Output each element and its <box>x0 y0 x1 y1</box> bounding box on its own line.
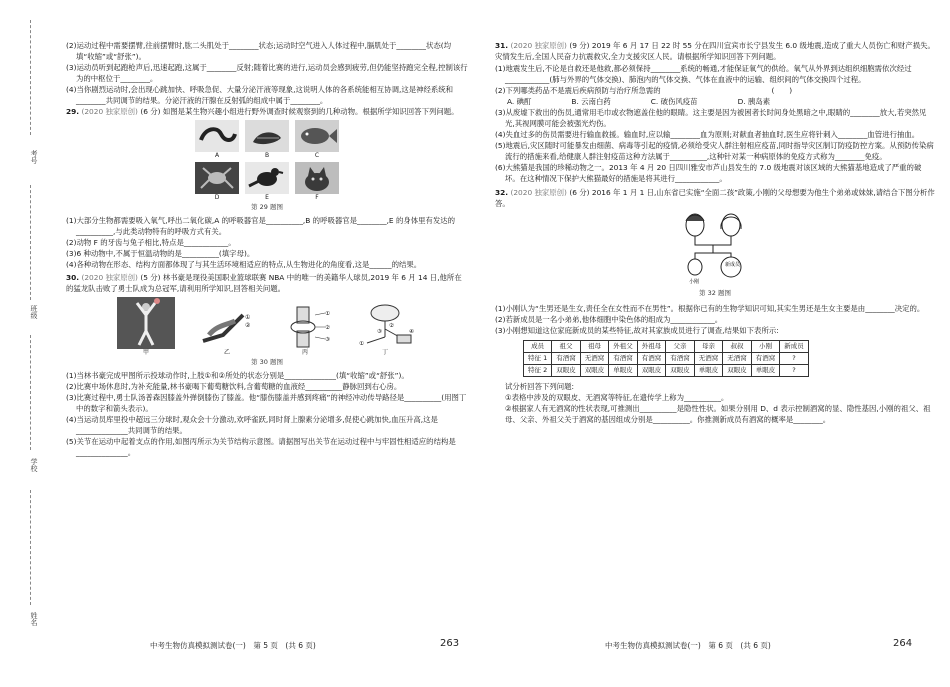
q32-stem <box>495 187 935 209</box>
q29-score: (6 分) <box>140 107 161 116</box>
svg-text:②: ② <box>325 325 330 331</box>
table-cell: 双眼皮 <box>637 365 666 377</box>
q29-sub-2: (2)动物 F 的牙齿与兔子相比,特点是____________。 <box>66 238 236 247</box>
table-cell: 无酒窝 <box>694 353 723 365</box>
xiaogang-label: 小刚 <box>689 279 700 285</box>
q32-sub-2: (2)若新成员是一名小弟弟,他体细胞中染色体的组成为____________。 <box>495 315 723 324</box>
family-tree-diagram <box>665 211 765 287</box>
q32-figure <box>495 211 935 301</box>
q31-sub-2: (2)下列哪类药品不是震后疾病预防与治疗所急需的 ( ) <box>495 86 793 95</box>
svg-text:④: ④ <box>409 329 414 335</box>
exam-number-label: 考号 <box>30 150 38 164</box>
svg-text:①: ① <box>325 311 330 317</box>
q32-text: 2016 年 1 月 1 日,山东省已实施“全面二孩”政策,小刚的父母想要为他生个弟弟或妹妹,请结合下图分析作答。 <box>495 188 935 208</box>
svg-text:②: ② <box>389 323 394 329</box>
table-row <box>524 353 809 365</box>
animal-e-image: E <box>245 162 289 201</box>
table-cell: 特征 2 <box>524 365 552 377</box>
q30-text: 林书豪是现役美国职业篮球联赛 NBA 中的唯一的美籍华人球员,2019 年 6 月 14 日,他所在的猛龙队击败了勇士队成为总冠军,请利用所学知识,回答相关问题。 <box>66 273 462 293</box>
table-cell: 无酒窝 <box>723 353 752 365</box>
q32-caption: 第 32 题图 <box>699 289 731 297</box>
joint-structure-diagram <box>279 305 331 356</box>
q30-caption: 第 30 题图 <box>251 358 283 366</box>
table-cell: 有酒窝 <box>552 353 581 365</box>
fig-label-yi: 乙 <box>223 349 230 356</box>
svg-text:③: ③ <box>377 329 382 335</box>
new-member-label: 新成员 <box>725 262 741 268</box>
table-header-cell: 母亲 <box>694 341 723 353</box>
dashed-line <box>30 490 31 605</box>
animal-f-image: F <box>295 162 339 201</box>
dashed-line <box>30 185 31 300</box>
q31-sub-6: (6)大熊猫是我国的珍稀动物之一。2013 年 4 月 20 日四川雅安市芦山县发生的 7.0 级地震对该区域的大熊猫基地造成了严重的破坏。在这种情况下保护大熊猫最好的措施是将其进行____________。 <box>495 163 922 183</box>
q31-source: (2020 独家原创) <box>510 41 567 50</box>
option-c: C. 破伤风疫苗 <box>650 97 698 106</box>
table-cell: 单眼皮 <box>609 365 638 377</box>
q32-sub-3: (3)小刚想知道这位家庭新成员的某些特征,故对其家族成员进行了调查,结果如下表所示: <box>495 326 779 335</box>
table-header-cell: 成员 <box>524 341 552 353</box>
animal-b-image: B <box>245 120 289 159</box>
analysis-title: 试分析回答下列问题: <box>505 382 575 391</box>
table-cell: 双眼皮 <box>666 365 695 377</box>
table-cell: 有酒窝 <box>751 353 780 365</box>
table-cell: 特征 1 <box>524 353 552 365</box>
table-cell: 有酒窝 <box>609 353 638 365</box>
q29-sub-3: (3)6 种动物中,不属于恒温动物的是__________(填字母)。 <box>66 249 255 258</box>
page-number: 264 <box>893 638 913 649</box>
analysis-item-1: ①表格中涉及的双眼皮、无酒窝等特征,在遗传学上称为__________。 <box>505 393 729 402</box>
q32-number: 32. <box>495 188 509 197</box>
q29-sub-4: (4)各种动物在形态、结构方面都体现了与其生活环境相适应的特点,从生物进化的角度看,这是______的结果。 <box>66 260 422 269</box>
q31-sub-1: (1)地震发生后,不论是自救还是他救,都必须保持________系统的畅通,才能保证氧气的供给。氧气从外界到达组织细胞需依次经过____________(肺与外界的气体交换)、肺泡内的气体交换、气体在血液中的运输、组织间的气体交换四个过程。 <box>495 64 912 84</box>
q31-sub-3: (3)从废墟下救出的伤员,通常用毛巾或衣物遮盖住他的眼睛。这主要是因为被困者长时间身处黑暗之中,眼睛的________放大,若突然见光,其视网膜可能会被强光灼伤。 <box>495 108 927 128</box>
q32-score: (6 分) <box>569 188 590 197</box>
reflex-pathway-diagram <box>353 303 417 356</box>
table-cell: 单眼皮 <box>694 365 723 377</box>
table-cell: 单眼皮 <box>751 365 780 377</box>
svg-text:①: ① <box>245 314 251 321</box>
q31-options <box>495 96 935 107</box>
q32-source: (2020 独家原创) <box>510 188 567 197</box>
table-header-cell: 父亲 <box>666 341 695 353</box>
q28-sub-3: (3)运动员听到起跑枪声后,迅速起跑,这属于________反射;随着比赛的进行,运动员会感到疲劳,但仍能坚持跑完全程,控制该行为的中枢位于________。 <box>66 63 468 83</box>
option-a: A. 碘酊 <box>507 97 532 106</box>
q31-number: 31. <box>495 41 509 50</box>
right-column <box>495 40 935 425</box>
table-header-cell: 外祖父 <box>609 341 638 353</box>
table-cell: 有酒窝 <box>637 353 666 365</box>
q30-sub-1: (1)当林书豪完成甲图所示投球动作时,上肢①和②所处的状态分别是______________(填“收缩”或“舒张”)。 <box>66 371 409 380</box>
page-footer: 中考生物仿真模拟测试卷(一) 第 5 页 (共 6 页) <box>150 641 316 650</box>
table-cell: 有酒窝 <box>666 353 695 365</box>
table-cell: 双眼皮 <box>580 365 609 377</box>
q30-score: (5 分) <box>140 273 161 282</box>
q29-figure <box>66 120 468 213</box>
option-b: B. 云南白药 <box>571 97 611 106</box>
q31-stem <box>495 40 935 62</box>
basketball-player-photo <box>117 297 175 356</box>
binding-margin <box>0 0 60 687</box>
table-header-cell: 祖母 <box>580 341 609 353</box>
name-label: 姓名 <box>30 612 38 626</box>
q30-source: (2020 独家原创) <box>81 273 138 282</box>
fig-label-ding: 丁 <box>381 349 388 356</box>
page-number: 263 <box>440 638 460 649</box>
q30-sub-5: (5)关节在运动中起着支点的作用,如图丙所示为关节结构示意图。请据图写出关节在运动过程中与牢固性相适应的结构是______________。 <box>66 437 456 457</box>
q29-source: (2020 独家原创) <box>81 107 138 116</box>
q32-sub-1: (1)小刚认为“生男还是生女,责任全在女性而不在男性”。根据你已有的生物学知识可知,其实生男还是生女主要是由________决定的。 <box>495 304 925 313</box>
right-page <box>475 0 950 687</box>
animal-c-image: C <box>295 120 339 159</box>
q31-score: (9 分) <box>569 41 590 50</box>
table-header-cell: 祖父 <box>552 341 581 353</box>
table-row <box>524 365 809 377</box>
q30-figure <box>66 297 468 368</box>
class-label: 班级 <box>30 305 38 319</box>
q28-sub-2: (2)运动过程中需要摆臂,往前摆臂时,肱二头肌处于________状态;运动时空气进入人体过程中,膈肌处于________状态(均填“收缩”或“舒张”)。 <box>66 41 452 61</box>
school-label: 学校 <box>30 458 38 472</box>
table-header-row <box>524 341 809 353</box>
q28-sub-4: (4)当你剧烈运动时,会出现心跳加快、呼吸急促、大量分泌汗液等现象,这说明人体的各系统能相互协调,这是神经系统和________共同调节的结果。分泌汗液的汗腺在反射弧的组成中属于________。 <box>66 85 454 105</box>
table-header-cell: 新成员 <box>780 341 809 353</box>
page-footer: 中考生物仿真模拟测试卷(一) 第 6 页 (共 6 页) <box>605 641 771 650</box>
q29-text: 如图是某生物兴趣小组进行野外调查时候观察到的几种动物。根据所学知识回答下列问题。 <box>162 107 459 116</box>
svg-text:①: ① <box>359 341 364 347</box>
q29-number: 29. <box>66 107 80 116</box>
table-header-cell: 叔叔 <box>723 341 752 353</box>
svg-text:②: ② <box>245 322 251 329</box>
table-cell: 双眼皮 <box>723 365 752 377</box>
svg-text:③: ③ <box>325 337 330 343</box>
analysis-item-2: ②根据家人有无酒窝的性状表现,可推测出__________是隐性性状。如果分别用 D、d 表示控制酒窝的显、隐性基因,小刚的祖父、祖母、父亲、外祖父关于酒窝的基因组成分别是__________。你推测新成员有酒窝的概率是________。 <box>505 404 931 424</box>
left-column <box>66 40 468 458</box>
option-d: D. 胰岛素 <box>737 97 771 106</box>
table-header-cell: 小刚 <box>751 341 780 353</box>
table-header-cell: 外祖母 <box>637 341 666 353</box>
q30-sub-3: (3)比赛过程中,勇士队汤普森因膝盖外弹倒膝伤了膝盖。他“膝伤膝盖并感到疼痛”的神经冲动传导路径是__________(用图丁中的数字和箭头表示)。 <box>66 393 467 413</box>
table-cell: ? <box>780 353 809 365</box>
fig-label-jia: 甲 <box>142 349 149 356</box>
table-cell: ? <box>780 365 809 377</box>
dashed-line <box>30 20 31 135</box>
q31-sub-5: (5)地震后,灾区随时可能暴发由细菌、病毒等引起的疫情,必须给受灾人群注射相应疫苗,同时指导灾区制订防疫防控方案。从预防传染病流行的措施来看,给健康人群注射疫苗这种方法属于__________,这种针对某一种病原体的免疫方式称为________免疫。 <box>495 141 934 161</box>
q29-sub-1: (1)大部分生物都需要吸入氧气,呼出二氧化碳,A 的呼吸器官是__________,B 的呼吸器官是________,E 的身体里有发达的__________,与此类动物特有的呼吸方式有关。 <box>66 216 456 236</box>
q30-sub-4: (4)当运动员库里投中超远三分球时,观众会十分激动,欢呼雀跃,同时肾上腺素分泌增多,促使心跳加快,血压升高,这是______________共同调节的结果。 <box>66 415 438 435</box>
fig-label-bing: 丙 <box>301 349 308 356</box>
q31-text: 2019 年 6 月 17 日 22 时 55 分在四川宜宾市长宁县发生 6.0 级地震,造成了重大人员伤亡和财产损失。灾情发生后,全国人民奋力抗震救灾,全力支援灾区人民。请根据所学知识回答下列问题。 <box>495 41 935 61</box>
q30-sub-2: (2)比赛中场休息时,为补充能量,林书豪喝下葡萄糖饮料,含葡萄糖的血液经__________静脉回到右心房。 <box>66 382 402 391</box>
animal-d-image: D <box>195 162 239 201</box>
q31-sub-4: (4)失血过多的伤员需要进行输血救援。输血时,应以输________血为原则;对献血者抽血时,医生应将针刺入________血管进行抽血。 <box>495 130 920 139</box>
q30-stem <box>66 272 468 294</box>
table-cell: 无酒窝 <box>580 353 609 365</box>
arm-muscle-diagram <box>197 305 257 356</box>
q30-number: 30. <box>66 273 80 282</box>
table-cell: 双眼皮 <box>552 365 581 377</box>
animal-a-image: A <box>195 120 239 159</box>
q29-caption: 第 29 题图 <box>251 203 283 211</box>
q29-stem <box>66 106 468 117</box>
dashed-line <box>30 335 31 450</box>
family-trait-table <box>523 340 809 377</box>
